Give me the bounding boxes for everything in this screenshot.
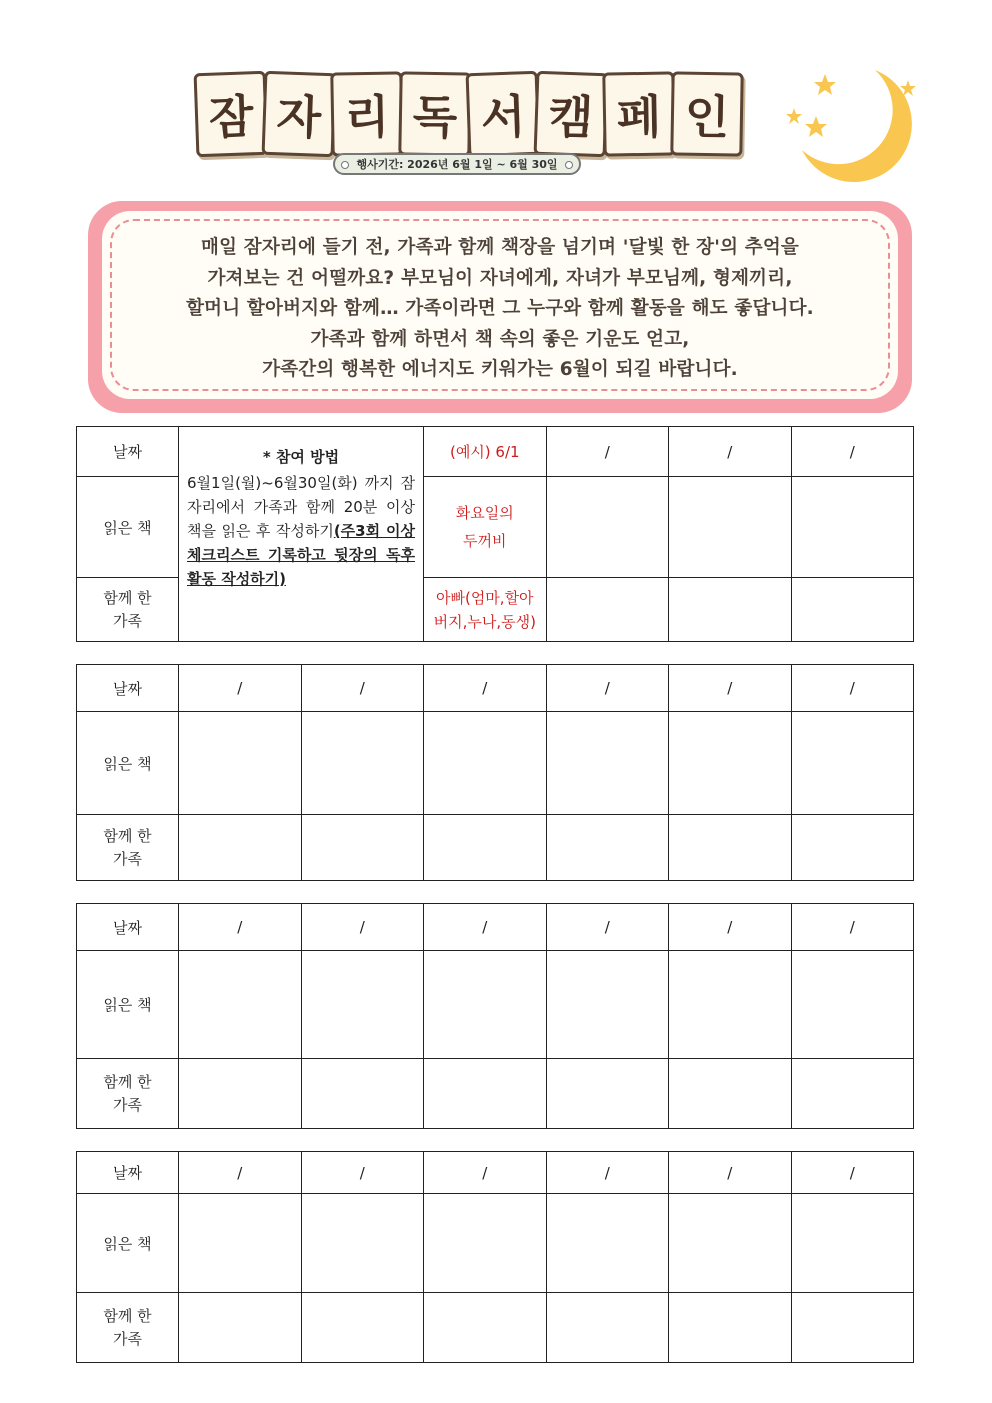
family-label-line: 함께 한 (103, 588, 152, 607)
date-label: 날짜 (77, 1152, 179, 1194)
reading-log-table-4 (76, 1151, 914, 1363)
intro-line: 가족과 함께 하면서 책 속의 좋은 기운도 얻고, (310, 328, 690, 350)
book-cell[interactable] (179, 951, 302, 1059)
book-cell[interactable] (791, 1194, 914, 1293)
book-cell[interactable] (301, 951, 424, 1059)
book-label: 읽은 책 (77, 1194, 179, 1293)
example-family-line: 아빠(엄마,할아 (435, 588, 534, 607)
date-cell[interactable]: / (546, 1152, 669, 1194)
family-cell[interactable] (301, 1059, 424, 1129)
date-cell[interactable]: / (301, 665, 424, 712)
participation-method (179, 427, 424, 642)
moon-icon (780, 62, 920, 187)
book-cell[interactable] (424, 712, 547, 815)
book-cell[interactable] (546, 1194, 669, 1293)
date-cell[interactable]: / (424, 665, 547, 712)
book-cell[interactable] (669, 477, 792, 578)
date-cell[interactable]: / (791, 1152, 914, 1194)
intro-frame (88, 201, 912, 413)
book-cell[interactable] (424, 951, 547, 1059)
intro-line: 가져보는 건 어떨까요? 부모님이 자녀에게, 자녀가 부모님께, 형제끼리, (207, 267, 793, 289)
date-cell[interactable]: / (546, 904, 669, 951)
badge-dot-icon (565, 161, 573, 169)
date-cell[interactable]: / (424, 1152, 547, 1194)
book-cell[interactable] (791, 712, 914, 815)
family-cell[interactable] (424, 1059, 547, 1129)
date-cell[interactable]: / (669, 1152, 792, 1194)
date-cell[interactable]: / (791, 427, 914, 477)
family-cell[interactable] (301, 1293, 424, 1363)
family-cell[interactable] (179, 815, 302, 881)
family-cell[interactable] (791, 578, 914, 642)
family-cell[interactable] (179, 1059, 302, 1129)
family-label-line: 함께 한 (103, 826, 152, 845)
book-cell[interactable] (546, 477, 669, 578)
date-cell[interactable]: / (791, 904, 914, 951)
book-cell[interactable] (179, 1194, 302, 1293)
family-cell[interactable] (301, 815, 424, 881)
book-cell[interactable] (669, 1194, 792, 1293)
example-family-line: 버지,누나,동생) (433, 612, 536, 631)
book-cell[interactable] (791, 951, 914, 1059)
method-body-text: 6월1일(월)~6월30일(화) 까지 잠자리에서 가족과 함께 20분 이상 책을 읽은 후 작성하기 (187, 474, 416, 540)
date-cell[interactable]: / (669, 665, 792, 712)
family-label-line: 함께 한 (103, 1306, 152, 1325)
method-title: * 참여 방법 (262, 448, 340, 466)
reading-log-table-3 (76, 903, 914, 1129)
family-cell[interactable] (424, 815, 547, 881)
family-label-line: 가족 (113, 1095, 142, 1114)
family-cell[interactable] (546, 815, 669, 881)
book-cell[interactable] (424, 1194, 547, 1293)
date-cell[interactable]: / (179, 904, 302, 951)
family-label (77, 1293, 179, 1363)
date-cell[interactable]: / (546, 427, 669, 477)
intro-message (122, 233, 878, 386)
badge-dot-icon (341, 161, 349, 169)
date-label: 날짜 (77, 427, 179, 477)
family-cell[interactable] (546, 1059, 669, 1129)
family-cell[interactable] (669, 815, 792, 881)
family-cell[interactable] (791, 1059, 914, 1129)
star-icon (805, 116, 827, 137)
method-body (187, 471, 415, 591)
family-cell[interactable] (669, 1293, 792, 1363)
date-cell[interactable]: / (424, 904, 547, 951)
book-cell[interactable] (546, 712, 669, 815)
family-label-line: 가족 (113, 611, 142, 630)
star-icon (814, 74, 836, 95)
example-book (424, 477, 547, 578)
family-cell[interactable] (669, 1059, 792, 1129)
family-label (77, 815, 179, 881)
example-book-line: 화요일의 (455, 504, 514, 522)
event-period-text: 행사기간: 2026년 6월 1일 ~ 6월 30일 (356, 158, 558, 171)
family-label-line: 함께 한 (103, 1072, 152, 1091)
book-cell[interactable] (301, 1194, 424, 1293)
example-date: (예시) 6/1 (424, 427, 547, 477)
example-book-line: 두꺼비 (463, 532, 507, 550)
event-period-badge (333, 153, 581, 175)
intro-line: 가족간의 행복한 에너지도 키워가는 6월이 되길 바랍니다. (262, 359, 738, 380)
star-icon (786, 108, 802, 124)
reading-log-table-2 (76, 664, 914, 881)
date-cell[interactable]: / (301, 904, 424, 951)
title-tile: 리 (330, 71, 403, 156)
title-tile: 캠 (534, 71, 609, 157)
book-cell[interactable] (546, 951, 669, 1059)
family-cell[interactable] (546, 1293, 669, 1363)
family-label-line: 가족 (113, 1329, 142, 1348)
date-cell[interactable]: / (179, 665, 302, 712)
family-cell[interactable] (179, 1293, 302, 1363)
book-label: 읽은 책 (77, 477, 179, 578)
family-cell[interactable] (424, 1293, 547, 1363)
date-cell[interactable]: / (669, 904, 792, 951)
book-label: 읽은 책 (77, 951, 179, 1059)
reading-log-table-1 (76, 426, 914, 642)
date-cell[interactable]: / (179, 1152, 302, 1194)
title-tile: 서 (466, 71, 541, 157)
intro-card (102, 211, 898, 399)
book-label: 읽은 책 (77, 712, 179, 815)
family-label-line: 가족 (113, 849, 142, 868)
title-tile: 잠 (194, 71, 269, 157)
date-cell[interactable]: / (791, 665, 914, 712)
date-label: 날짜 (77, 665, 179, 712)
family-cell[interactable] (546, 578, 669, 642)
date-cell[interactable]: / (669, 427, 792, 477)
family-cell[interactable] (669, 578, 792, 642)
book-cell[interactable] (301, 712, 424, 815)
family-cell[interactable] (791, 815, 914, 881)
book-cell[interactable] (669, 951, 792, 1059)
title-tile: 페 (602, 71, 675, 156)
intro-line: 매일 잠자리에 들기 전, 가족과 함께 책장을 넘기며 '달빛 한 장'의 추억을 (201, 237, 799, 258)
family-label (77, 578, 179, 642)
title-tile: 독 (398, 71, 471, 156)
date-cell[interactable]: / (546, 665, 669, 712)
book-cell[interactable] (669, 712, 792, 815)
date-label: 날짜 (77, 904, 179, 951)
method-emphasis-text: (주3회 이상 체크리스트 기록하고 뒷장의 독후활동 작성하기) (187, 522, 416, 588)
title-tile: 자 (262, 71, 337, 157)
family-cell[interactable] (791, 1293, 914, 1363)
book-cell[interactable] (791, 477, 914, 578)
campaign-title (195, 72, 730, 156)
book-cell[interactable] (179, 712, 302, 815)
intro-line: 할머니 할아버지와 함께… 가족이라면 그 누구와 함께 활동을 해도 좋답니다. (186, 298, 814, 319)
example-family (424, 578, 547, 642)
title-tile: 인 (670, 71, 743, 156)
family-label (77, 1059, 179, 1129)
date-cell[interactable]: / (301, 1152, 424, 1194)
